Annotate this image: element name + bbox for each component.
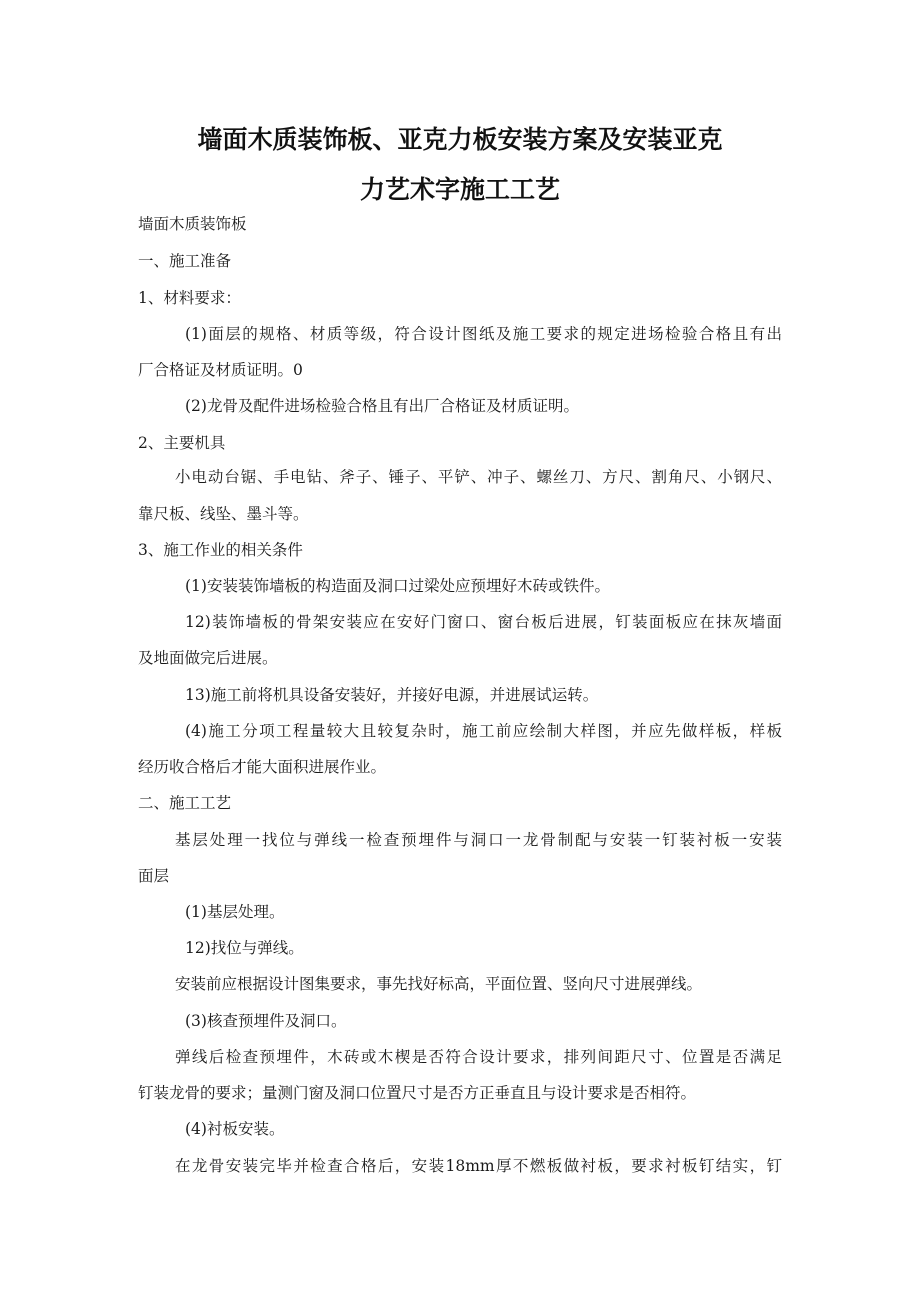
paragraph-line: 厂合格证及材质证明。0 <box>138 361 303 379</box>
paragraph-line: (4)衬板安装。 <box>185 1120 285 1138</box>
paragraph-line: 12)找位与弹线。 <box>185 939 304 957</box>
paragraph-line: 经历收合格后才能大面积进展作业。 <box>138 758 387 776</box>
paragraph-line: 钉装龙骨的要求；量测门窗及洞口位置尺寸是否方正垂直且与设计要求是否相符。 <box>138 1084 697 1102</box>
paragraph-line: (3)核查预埋件及洞口。 <box>185 1012 347 1030</box>
subsection-heading: 2、主要机具 <box>138 434 226 452</box>
paragraph-line: 在龙骨安装完毕并检查合格后，安装18mm厚不燃板做衬板，要求衬板钉结实，钉 <box>175 1157 782 1175</box>
paragraph-line: 基层处理一找位与弹线一检查预埋件与洞口一龙骨制配与安装一钉装衬板一安装 <box>175 831 782 849</box>
paragraph-line: (1)安装装饰墙板的构造面及洞口过梁处应预埋好木砖或铁件。 <box>185 577 610 595</box>
section-heading: 墙面木质装饰板 <box>138 215 247 233</box>
paragraph-line: 及地面做完后进展。 <box>138 649 278 667</box>
paragraph-line: 13)施工前将机具设备安装好，并接好电源，并进展试运转。 <box>185 686 599 704</box>
paragraph-line: 小电动台锯、手电钻、斧子、锤子、平铲、冲子、螺丝刀、方尺、割角尺、小钢尺、 <box>175 468 782 486</box>
paragraph-line: 12)装饰墙板的骨架安装应在安好门窗口、窗台板后进展，钉装面板应在抹灰墙面 <box>185 613 782 631</box>
document-title-line-2: 力艺术字施工工艺 <box>359 175 560 204</box>
section-heading: 一、施工准备 <box>138 252 232 270</box>
paragraph-line: (4)施工分项工程量较大且较复杂时，施工前应绘制大样图，并应先做样板，样板 <box>185 722 782 740</box>
section-heading: 二、施工工艺 <box>138 794 232 812</box>
subsection-heading: 1、材料要求： <box>138 289 241 307</box>
paragraph-line: 面层 <box>138 867 170 885</box>
paragraph-line: (1)基层处理。 <box>185 903 285 921</box>
paragraph-line: 靠尺板、线坠、墨斗等。 <box>138 505 309 523</box>
paragraph-line: 安装前应根据设计图集要求，事先找好标高，平面位置、竖向尺寸进展弹线。 <box>175 975 703 993</box>
document-title-line-1: 墙面木质装饰板、亚克力板安装方案及安装亚克 <box>197 125 723 154</box>
paragraph-line: (2)龙骨及配件进场检验合格且有出厂合格证及材质证明。 <box>185 397 579 415</box>
subsection-heading: 3、施工作业的相关条件 <box>138 541 303 559</box>
paragraph-line: 弹线后检查预埋件，木砖或木楔是否符合设计要求，排列间距尺寸、位置是否满足 <box>175 1048 782 1066</box>
paragraph-line: (1)面层的规格、材质等级，符合设计图纸及施工要求的规定进场检验合格且有出 <box>185 325 782 343</box>
